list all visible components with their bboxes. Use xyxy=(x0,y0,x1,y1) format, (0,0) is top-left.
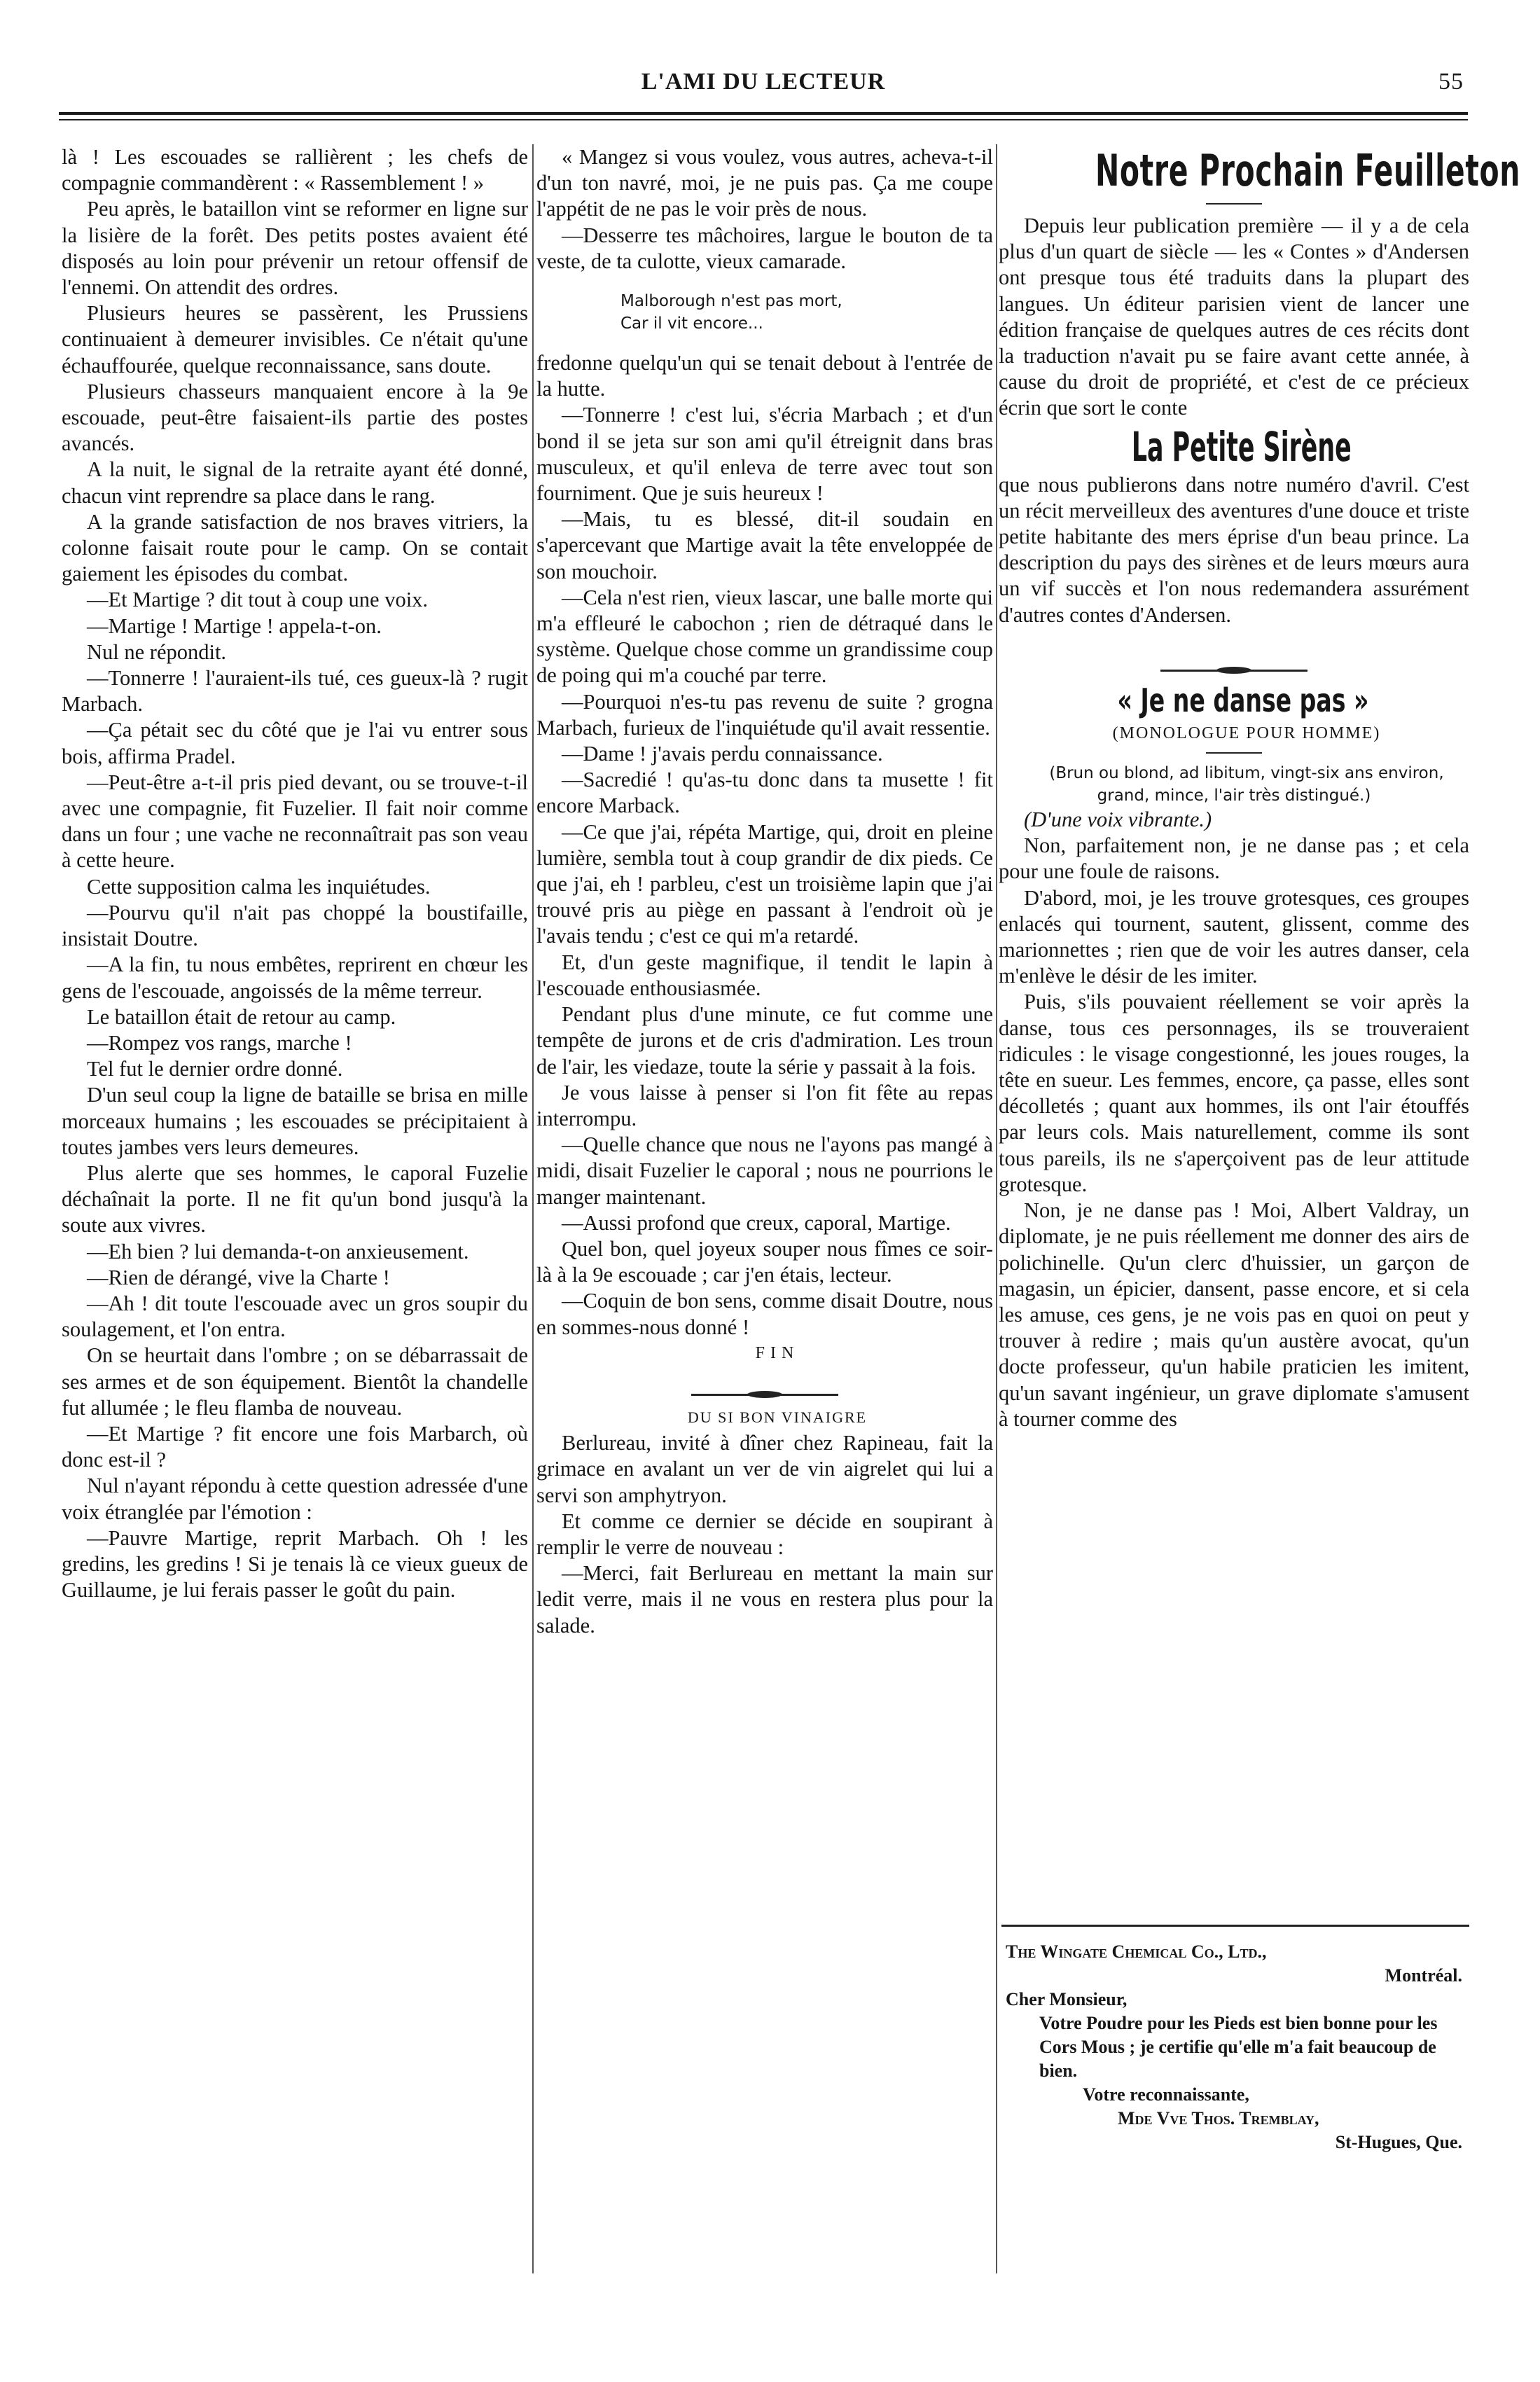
paragraph: —Pourquoi n'es-tu pas revenu de suite ? grogna Marbach, furieux de l'inquiétude qu'il avait ressentie. xyxy=(536,689,993,740)
paragraph: Non, parfaitement non, je ne danse pas ; et cela pour une foule de raisons. xyxy=(999,833,1469,884)
paragraph: Le bataillon était de retour au camp. xyxy=(87,1004,396,1029)
paragraph: —Tonnerre ! c'est lui, s'écria Marbach ; et d'un bond il se jeta sur son ami qu'il étreignit dans bras musculeux, et qu'il enleva de terre avec tout son fourniment. Que je suis heureux ! xyxy=(536,403,993,506)
paragraph: D'abord, moi, je les trouve grotesques, ces groupes enlacés qui tournent, sautent, glissent, comme des marionnettes ; rien que de voir les autres danser, cela m'enlève le désir de les imiter. xyxy=(999,885,1469,988)
letter-body: Votre Poudre pour les Pieds est bien bonne pour les Cors Mous ; je certifie qu'elle m'a fait beaucoup de bien. xyxy=(1039,2013,1438,2081)
paragraph: —Sacredié ! qu'as-tu donc dans ta musette ! fit encore Marback. xyxy=(536,768,993,818)
paragraph: Peu après, le bataillon vint se reformer en ligne sur la lisière de la forêt. Des petits postes avaient été disposés au loin pour prévenir un retour offensif de l'ennemi. On attendit des ordres. xyxy=(62,197,528,300)
paragraph: Pendant plus d'une minute, ce fut comme une tempête de jurons et de cris d'admiration. Les troun de l'air, les viedaze, toute la série y passait à la fois. xyxy=(536,1002,993,1079)
story-title: La Petite Sirène xyxy=(1131,422,1352,471)
paragraph: —Ah ! dit toute l'escouade avec un gros soupir du soulagement, et l'on entra. xyxy=(62,1291,528,1342)
paragraph: Nul n'ayant répondu à cette question adressée d'une voix étranglée par l'émotion : xyxy=(62,1474,528,1524)
verse-line: Malborough n'est pas mort, xyxy=(620,292,842,311)
paragraph: Et, d'un geste magnifique, il tendit le lapin à l'escouade enthousiasmée. xyxy=(536,950,993,1000)
paragraph: Et comme ce dernier se décide en soupirant à remplir le verre de nouveau : xyxy=(536,1509,993,1559)
header-rule-thick xyxy=(59,112,1468,115)
letter-divider xyxy=(1001,1925,1469,1927)
paragraph: fredonne quelqu'un qui se tenait debout à l'entrée de la hutte. xyxy=(536,351,993,401)
paragraph: —Rompez vos rangs, marche ! xyxy=(87,1030,352,1055)
paragraph: —Desserre tes mâchoires, largue le bouton de ta veste, de ta culotte, vieux camarade. xyxy=(536,223,993,273)
paragraph: Plusieurs heures se passèrent, les Prussiens continuaient à demeurer invisibles. Ce n'était qu'une échauffourée, quelque reconnaissance, sans doute. xyxy=(62,301,528,378)
paragraph: que nous publierons dans notre numéro d'avril. C'est un récit merveilleux des aventures d'une douce et triste petite habitante des mers éprise d'un beau prince. La description du pays des sirènes et de leurs mœurs aura un vif succès et l'on nous redemandera assurément d'autres contes d'Andersen. xyxy=(999,472,1469,627)
paragraph: Quel bon, quel joyeux souper nous fîmes ce soir-là à la 9e escouade ; car j'en étais, lecteur. xyxy=(536,1236,993,1287)
journal-title: L'AMI DU LECTEUR xyxy=(641,69,886,95)
paragraph: —Martige ! Martige ! appela-t-on. xyxy=(87,614,382,638)
paragraph: —Ce que j'ai, répéta Martige, qui, droit en pleine lumière, sembla tout à coup grandir de dix pieds. Ce que j'ai, eh ! parbleu, c'est un troisième lapin que j'ai trouvé pris au piège en passant à l'endroit où je l'avais tendu ; c'est ce qui m'a retardé. xyxy=(536,819,993,948)
song-verse xyxy=(620,290,993,335)
paragraph: —Quelle chance que nous ne l'ayons pas mangé à midi, disait Fuzelier le caporal ; nous ne pourrions le manger maintenant. xyxy=(536,1133,993,1209)
paragraph: —Pourvu qu'il n'ait pas choppé la boustifaille, insistait Doutre. xyxy=(62,900,528,951)
paragraph: —Ça pétait sec du côté que je l'ai vu entrer sous bois, affirma Pradel. xyxy=(62,718,528,768)
paragraph: Puis, s'ils pouvaient réellement se voir après la danse, tous ces personnages, ils se trouveraient ridicules : le visage congestionné, les joues rouges, la tête en sueur. Les femmes, encore, ça passe, elles sont décolletés ; quant aux hommes, ils ont l'air étouffés par leurs cols. Mais naturellement, comme ils sont tous pareils, ils ne s'aperçoivent pas de leur attitude grotesque. xyxy=(999,990,1469,1196)
feuilleton-headline: Notre Prochain Feuilleton xyxy=(1095,145,1521,196)
stage-direction: (Brun ou blond, ad libitum, vingt-six ans environ, grand, mince, l'air très distingué.) xyxy=(1049,764,1444,805)
letter-place: St-Hugues, Que. xyxy=(1335,2132,1462,2152)
paragraph: On se heurtait dans l'ombre ; on se débarrassait de ses armes et de son équipement. Bientôt la chandelle fut allumée ; le fleu flamba de nouveau. xyxy=(62,1343,528,1420)
paragraph: Plus alerte que ses hommes, le caporal Fuzelie déchaînait la porte. Il ne fit qu'un bond jusqu'à la soute aux vivres. xyxy=(62,1161,528,1238)
paragraph: Tel fut le dernier ordre donné. xyxy=(87,1057,343,1081)
column-divider xyxy=(996,144,997,2273)
anecdote-title: DU SI BON VINAIGRE xyxy=(687,1408,868,1426)
column-story-conclusion xyxy=(536,144,993,1639)
paragraph: —Aussi profond que creux, caporal, Martige. xyxy=(562,1210,951,1235)
paragraph: —Cela n'est rien, vieux lascar, une balle morte qui m'a effleuré le cabochon ; rien de détraqué dans le système. Quelque chose comme un grandissime coup de poing qui m'a couché par terre. xyxy=(536,585,993,688)
paragraph: —Dame ! j'avais perdu connaissance. xyxy=(562,742,883,766)
verse-line: Car il vit encore... xyxy=(620,314,763,333)
paragraph: —Peut-être a-t-il pris pied devant, ou se trouve-t-il avec une compagnie, fit Fuzelier. Il fait noir comme dans un four ; une vache ne reconnaîtrait pas son veau à cette heure. xyxy=(62,770,528,873)
monologue-title: « Je ne danse pas » xyxy=(1117,681,1369,719)
paragraph: —A la fin, tu nous embêtes, reprirent en chœur les gens de l'escouade, angoissés de la même terreur. xyxy=(62,953,528,1003)
paragraph: —Et Martige ? dit tout à coup une voix. xyxy=(87,588,429,612)
paragraph: Nul ne répondit. xyxy=(87,639,227,664)
paragraph: —Rien de dérangé, vive la Charte ! xyxy=(87,1265,390,1289)
paragraph: Je vous laisse à penser si l'on fit fête au repas interrompu. xyxy=(536,1080,993,1130)
paragraph: —Pauvre Martige, reprit Marbach. Oh ! les gredins, les gredins ! Si je tenais là ce vieux gueux de Guillaume, je lui ferais passer le goût du pain. xyxy=(62,1525,528,1602)
ornament-divider xyxy=(536,1380,993,1390)
paragraph: là ! Les escouades se rallièrent ; les chefs de compagnie commandèrent : « Rassemblement ! » xyxy=(62,145,528,195)
paragraph: —Tonnerre ! l'auraient-ils tué, ces gueux-là ? rugit Marbach. xyxy=(62,666,528,716)
paragraph: Plusieurs chasseurs manquaient encore à la 9e escouade, peut-être faisaient-ils partie des postes avancés. xyxy=(62,379,528,456)
letter-signature: Mde Vve Thos. Tremblay, xyxy=(1118,2108,1319,2128)
paragraph: —Merci, fait Berlureau en mettant la main sur ledit verre, mais il ne vous en restera plus pour la salade. xyxy=(536,1561,993,1637)
letter-closing: Votre reconnaissante, xyxy=(1083,2084,1249,2105)
column-story-end xyxy=(62,144,528,1603)
short-divider xyxy=(1206,752,1262,754)
paragraph: —Et Martige ? fit encore une fois Marbarch, où donc est-il ? xyxy=(62,1421,528,1472)
fin-label: FIN xyxy=(755,1343,800,1362)
header-rule-thin xyxy=(59,119,1468,120)
paragraph: D'un seul coup la ligne de bataille se brisa en mille morceaux humains ; les escouades se précipitaient à toutes jambes vers leurs demeures. xyxy=(62,1083,528,1159)
paragraph: A la grande satisfaction de nos braves vitriers, la colonne faisait route pour le camp. On se contait gaiement les épisodes du combat. xyxy=(62,509,528,586)
monologue-subtitle: (MONOLOGUE POUR HOMME) xyxy=(1112,723,1381,742)
letter-salutation: Cher Monsieur, xyxy=(1006,1989,1128,2009)
paragraph: —Mais, tu es blessé, dit-il soudain en s'apercevant que Martige avait la tête enveloppée de son mouchoir. xyxy=(536,507,993,583)
short-divider xyxy=(1206,203,1262,205)
paragraph: Berlureau, invité à dîner chez Rapineau, fait la grimace en avalant un ver de vin aigrelet qui lui a servi son amphytryon. xyxy=(536,1431,993,1507)
paragraph: Cette supposition calma les inquiétudes. xyxy=(87,874,431,899)
letter-company: The Wingate Chemical Co., Ltd., xyxy=(1006,1941,1267,1962)
paragraph: Depuis leur publication première — il y a de cela plus d'un quart de siècle — les « Contes » d'Andersen ont presque tous été traduits dans la plupart des langues. Un éditeur parisien vient de lancer une édition française de quelques autres de ces récits dont la traduction n'avait pu se faire avant cette année, à cause du droit de propriété, et c'est de ce précieux écrin que sort le conte xyxy=(999,214,1469,420)
ornament-divider xyxy=(999,656,1469,666)
column-divider xyxy=(532,144,534,2273)
paragraph: A la nuit, le signal de la retraite ayant été donné, chacun vint reprendre sa place dans le rang. xyxy=(62,457,528,508)
page-header xyxy=(63,69,1464,99)
paragraph: —Eh bien ? lui demanda-t-on anxieusement. xyxy=(87,1239,469,1263)
paragraph: Non, je ne danse pas ! Moi, Albert Valdray, un diplomate, je ne puis réellement me donner des airs de polichinelle. Qu'un clerc d'huissier, un garçon de magasin, un épicier, dansent, passe encore, et si cela les amuse, ces gens, je ne vois pas en quoi on peut y trouver à redire ; mais qu'un austère avocat, qu'un docte professeur, qu'un habile praticien les imitent, qu'un savant ingénieur, un grave diplomate s'amusent à tourner comme des xyxy=(999,1198,1469,1431)
voice-direction: (D'une voix vibrante.) xyxy=(1024,808,1212,832)
paragraph: « Mangez si vous voulez, vous autres, acheva-t-il d'un ton navré, moi, je ne puis pas. Ça me coupe l'appétit de ne pas le voir près de nous. xyxy=(536,145,993,221)
page-number: 55 xyxy=(1438,69,1464,95)
testimonial-letter xyxy=(1006,1940,1462,2154)
paragraph: —Coquin de bon sens, comme disait Doutre, nous en sommes-nous donné ! xyxy=(536,1289,993,1339)
column-announcements xyxy=(999,144,1521,1432)
letter-city: Montréal. xyxy=(1385,1965,1462,1986)
